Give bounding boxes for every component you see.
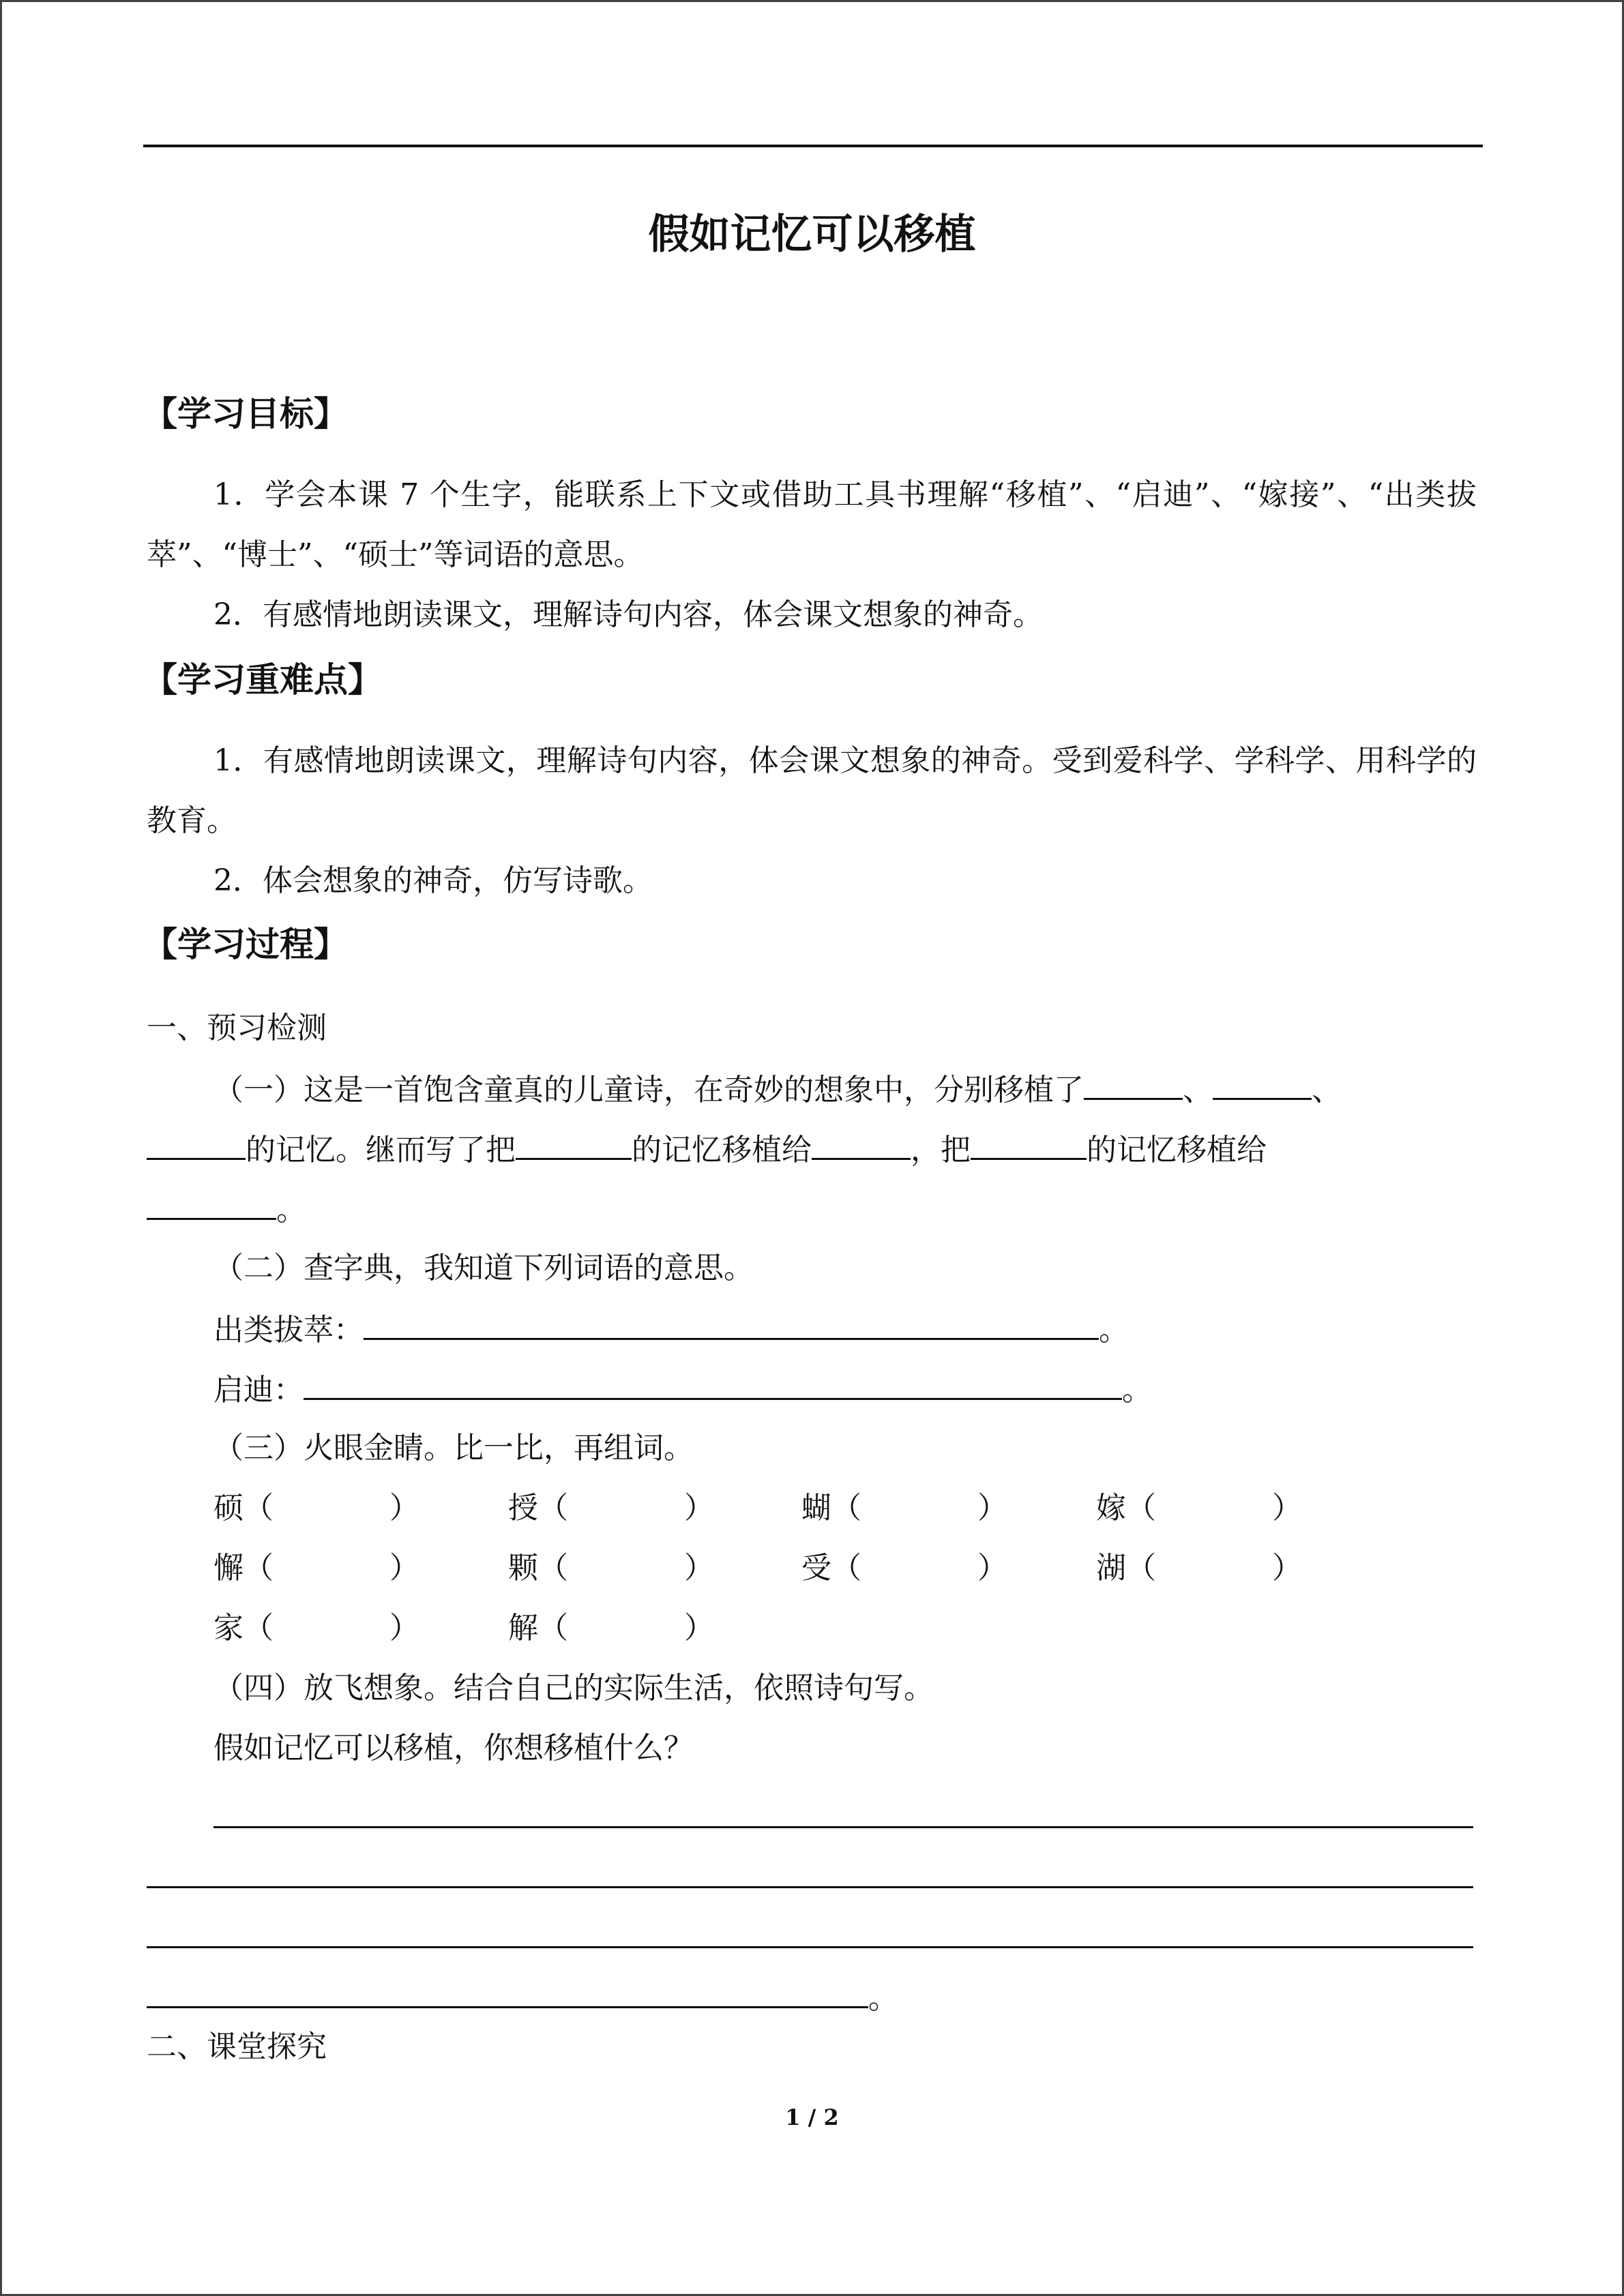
page-number: 1 / 2 bbox=[785, 2104, 839, 2130]
q3-item-10 bbox=[508, 1608, 714, 1649]
key-point-item-2: 2．体会想象的神奇，仿写诗歌。 bbox=[213, 863, 653, 898]
q3-open-paren: （ bbox=[538, 1551, 568, 1585]
q1-blank-5[interactable] bbox=[812, 1128, 911, 1160]
q4-end: 。 bbox=[868, 1981, 898, 2016]
q2-blank-2[interactable] bbox=[304, 1368, 1122, 1400]
q1-sep-2: 、 bbox=[1312, 1073, 1342, 1107]
q2-word-2: 启迪： bbox=[213, 1373, 304, 1407]
q3-item-9 bbox=[213, 1608, 419, 1649]
q1-text-2: 的记忆。继而写了把 bbox=[246, 1133, 516, 1167]
q3-open-paren: （ bbox=[243, 1611, 274, 1645]
q4-intro: （四）放飞想象。结合自己的实际生活，依照诗句写。 bbox=[213, 1671, 934, 1705]
q3-char: 湖 bbox=[1096, 1551, 1126, 1585]
q3-item-1 bbox=[213, 1488, 419, 1529]
q3-close-paren: ） bbox=[977, 1551, 1007, 1585]
q1-line-3 bbox=[147, 1188, 306, 1231]
q3-char: 家 bbox=[213, 1611, 243, 1645]
q3-char: 懈 bbox=[213, 1551, 243, 1585]
q3-open-paren: （ bbox=[243, 1491, 274, 1525]
q3-close-paren: ） bbox=[684, 1611, 714, 1645]
q3-char: 嫁 bbox=[1096, 1491, 1126, 1525]
q3-open-paren: （ bbox=[831, 1491, 861, 1525]
q3-close-paren: ） bbox=[684, 1551, 714, 1585]
q3-item-5 bbox=[213, 1548, 419, 1589]
q4-last-line bbox=[147, 1976, 898, 2019]
q3-item-8 bbox=[1096, 1548, 1302, 1589]
q1-text-3: 的记忆移植给 bbox=[632, 1133, 812, 1167]
q1-end: 。 bbox=[276, 1193, 306, 1227]
key-point-item-1: 1．有感情地朗读课文，理解诗句内容，体会课文想象的神奇。受到爱科学、学科学、用科学的教育。 bbox=[147, 743, 1477, 838]
q3-item-6 bbox=[508, 1548, 714, 1589]
q3-close-paren: ） bbox=[684, 1491, 714, 1525]
q3-open-paren: （ bbox=[538, 1611, 568, 1645]
q3-intro: （三）火眼金睛。比一比，再组词。 bbox=[213, 1431, 694, 1465]
objective-item-2: 2．有感情地朗读课文，理解诗句内容，体会课文想象的神奇。 bbox=[213, 597, 1043, 632]
q3-close-paren: ） bbox=[389, 1551, 419, 1585]
q3-char: 蝴 bbox=[801, 1491, 831, 1525]
key-points-heading: 【学习重难点】 bbox=[143, 660, 382, 700]
q4-question: 假如记忆可以移植，你想移植什么？ bbox=[213, 1731, 694, 1765]
header-rule bbox=[143, 145, 1483, 147]
q3-char: 硕 bbox=[213, 1491, 243, 1525]
q1-line-2 bbox=[147, 1128, 1267, 1171]
q3-item-3 bbox=[801, 1488, 1007, 1529]
q2-intro: （二）查字典，我知道下列词语的意思。 bbox=[213, 1251, 754, 1285]
q4-answer-line-2[interactable] bbox=[147, 1886, 1473, 1888]
q3-close-paren: ） bbox=[977, 1491, 1007, 1525]
q3-close-paren: ） bbox=[1272, 1491, 1302, 1525]
objective-item-1: 1．学会本课 7 个生字，能联系上下文或借助工具书理解“移植”、“启迪”、“嫁接”、“出类拔萃”、“博士”、“硕士”等词语的意思。 bbox=[147, 477, 1477, 572]
q1-intro: （一）这是一首饱含童真的儿童诗，在奇妙的想象中，分别移植了 bbox=[213, 1073, 1084, 1107]
q4-answer-line-4[interactable] bbox=[147, 1976, 868, 2008]
q3-char: 解 bbox=[508, 1611, 538, 1645]
q3-open-paren: （ bbox=[831, 1551, 861, 1585]
section-1-title: 一、预习检测 bbox=[147, 1011, 327, 1045]
process-heading: 【学习过程】 bbox=[143, 925, 348, 964]
q2-line-2 bbox=[213, 1368, 1152, 1411]
q2-word-1: 出类拔萃： bbox=[213, 1313, 364, 1347]
q3-close-paren: ） bbox=[389, 1491, 419, 1525]
q1-blank-2[interactable] bbox=[1213, 1068, 1312, 1100]
section-2-title: 二、课堂探究 bbox=[147, 2029, 327, 2064]
q4-answer-line-3[interactable] bbox=[147, 1946, 1473, 1948]
q1-blank-6[interactable] bbox=[971, 1128, 1087, 1160]
q1-line-1 bbox=[213, 1068, 1342, 1111]
q3-close-paren: ） bbox=[389, 1611, 419, 1645]
q3-char: 颗 bbox=[508, 1551, 538, 1585]
q1-sep-1: 、 bbox=[1183, 1073, 1213, 1107]
q1-blank-3[interactable] bbox=[147, 1128, 246, 1160]
q3-open-paren: （ bbox=[243, 1551, 274, 1585]
q2-line-1 bbox=[213, 1308, 1129, 1351]
q2-end-1: 。 bbox=[1099, 1313, 1129, 1347]
q3-open-paren: （ bbox=[1126, 1551, 1156, 1585]
q1-text-4: ，把 bbox=[911, 1133, 971, 1167]
q2-end-2: 。 bbox=[1122, 1373, 1152, 1407]
objectives-heading: 【学习目标】 bbox=[143, 394, 348, 434]
q1-text-5: 的记忆移植给 bbox=[1087, 1133, 1267, 1167]
q3-open-paren: （ bbox=[1126, 1491, 1156, 1525]
q3-close-paren: ） bbox=[1272, 1551, 1302, 1585]
page-title: 假如记忆可以移植 bbox=[648, 211, 976, 258]
q3-char: 受 bbox=[801, 1551, 831, 1585]
q3-char: 授 bbox=[508, 1491, 538, 1525]
q2-blank-1[interactable] bbox=[364, 1308, 1099, 1340]
q4-answer-line-1[interactable] bbox=[213, 1826, 1473, 1828]
q1-blank-7[interactable] bbox=[147, 1188, 276, 1220]
q3-item-2 bbox=[508, 1488, 714, 1529]
q1-blank-4[interactable] bbox=[516, 1128, 632, 1160]
q3-item-4 bbox=[1096, 1488, 1302, 1529]
q1-blank-1[interactable] bbox=[1084, 1068, 1183, 1100]
q3-open-paren: （ bbox=[538, 1491, 568, 1525]
q3-item-7 bbox=[801, 1548, 1007, 1589]
